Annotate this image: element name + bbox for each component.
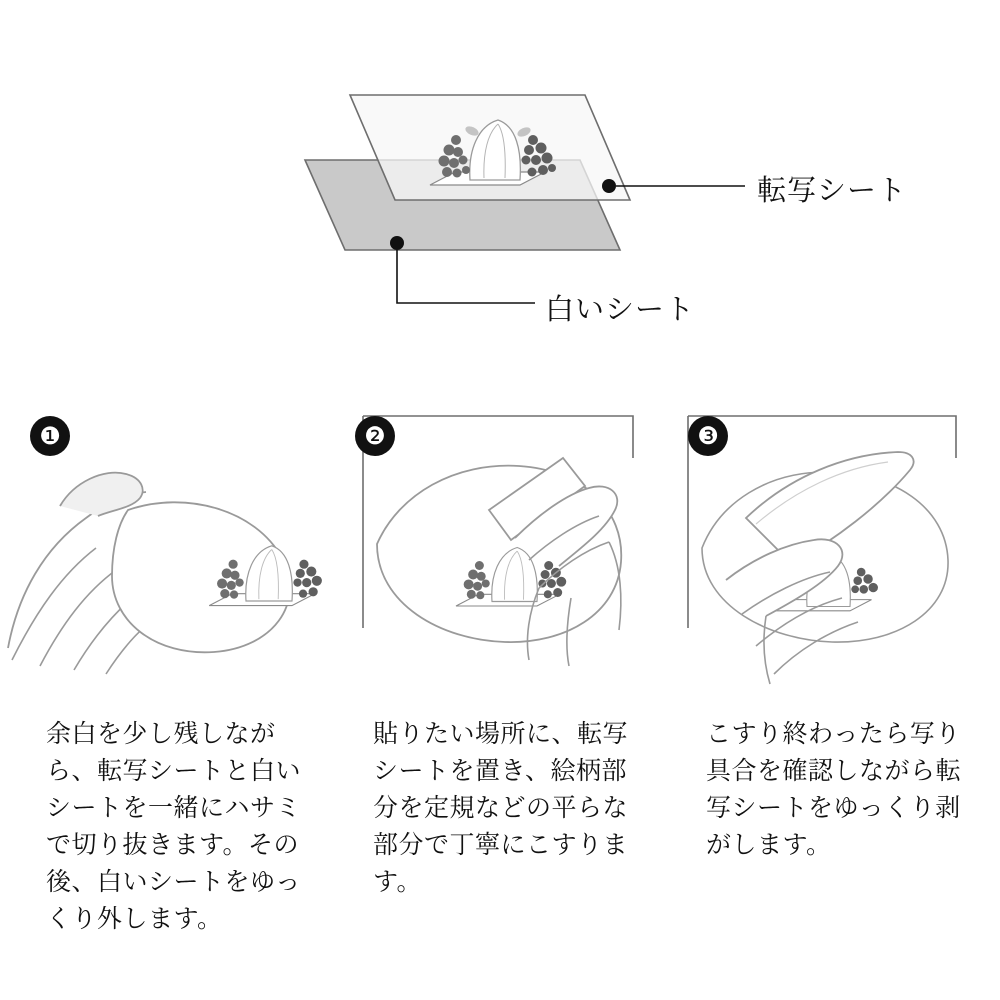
step-item-3 — [666, 398, 999, 938]
step-caption-1: 余白を少し残しながら、転写シートと白いシートを一緒にハサミで切り抜きます。その後、白いシートをゆっくり外します。 — [46, 720, 302, 933]
step-item-1 — [0, 398, 333, 938]
step-number-badge-2: ❷ — [355, 416, 395, 456]
step-caption-2: 貼りたい場所に、転写シートを置き、絵柄部分を定規などの平らな部分で丁寧にこすります。 — [373, 720, 629, 896]
callout-label-transfer-sheet: 転写シート — [757, 175, 908, 207]
step-number-badge-1: ❶ — [30, 416, 70, 456]
step-caption-3: こすり終わったら写り具合を確認しながら転写シートをゆっくり剥がします。 — [706, 720, 962, 859]
callout-label-white-sheet: 白いシート — [545, 294, 696, 326]
top-diagram — [0, 0, 1000, 380]
step-item-2 — [333, 398, 666, 938]
step-number-badge-3: ❸ — [688, 416, 728, 456]
steps-row — [0, 398, 1000, 938]
